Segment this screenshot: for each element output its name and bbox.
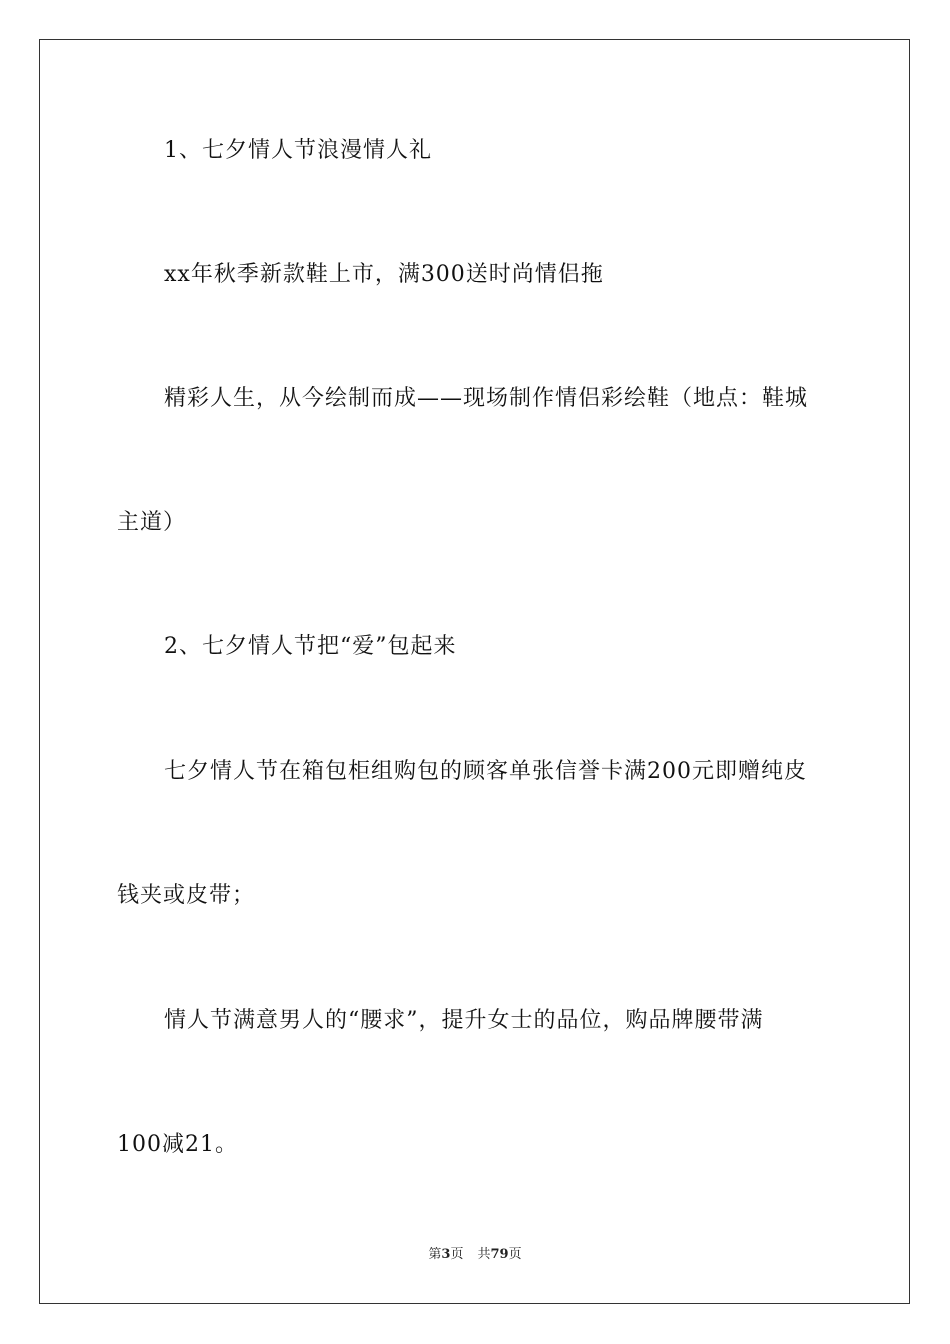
page-footer <box>0 1246 950 1264</box>
total-suffix: 页 <box>508 1247 522 1262</box>
page-number: 3 <box>441 1247 451 1262</box>
page-suffix: 页 <box>450 1247 464 1262</box>
paragraph-line: 钱夹或皮带； <box>117 883 256 908</box>
section-heading-2: 2、七夕情人节把“爱”包起来 <box>164 634 457 659</box>
section-heading-1: 1、七夕情人节浪漫情人礼 <box>164 138 432 163</box>
total-prefix: 共 <box>477 1247 491 1262</box>
paragraph-line: 100减21。 <box>117 1132 238 1157</box>
paragraph-line: 精彩人生，从今绘制而成——现场制作情侣彩绘鞋（地点：鞋城 <box>164 386 809 411</box>
paragraph-line: xx年秋季新款鞋上市，满300送时尚情侣拖 <box>164 262 604 287</box>
paragraph-line: 情人节满意男人的“腰求”，提升女士的品位，购品牌腰带满 <box>164 1008 764 1033</box>
total-pages: 79 <box>490 1247 509 1262</box>
page-border <box>39 39 910 1304</box>
paragraph-line: 主道） <box>117 510 187 535</box>
page-prefix: 第 <box>428 1247 442 1262</box>
paragraph-line: 七夕情人节在箱包柜组购包的顾客单张信誉卡满200元即赠纯皮 <box>164 759 807 784</box>
